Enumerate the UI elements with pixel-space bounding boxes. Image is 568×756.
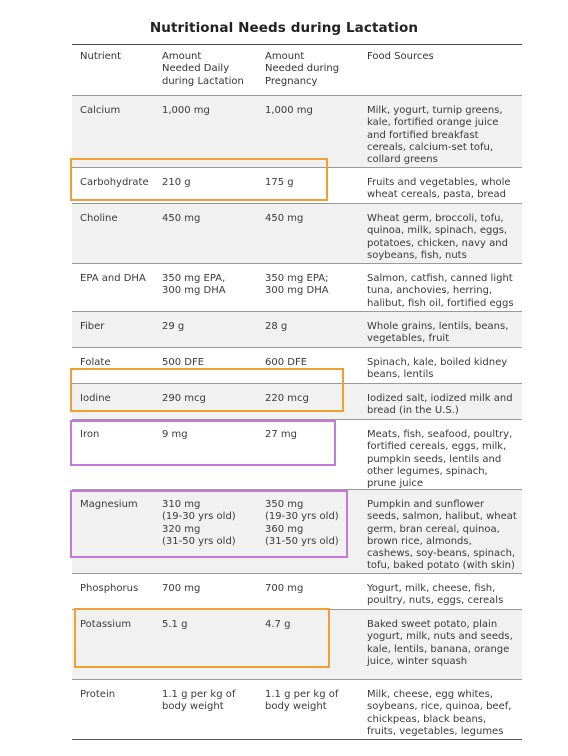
- lactation-amount: 500 DFE: [162, 357, 205, 368]
- header-pregnancy: Amount Needed during Pregnancy: [265, 51, 340, 87]
- table-row: [72, 573, 522, 609]
- nutrient-name: Calcium: [80, 105, 121, 116]
- table-row: [72, 95, 522, 167]
- pregnancy-amount: 600 DFE: [265, 357, 308, 368]
- lactation-amount: 700 mg: [162, 583, 201, 594]
- table-row: [72, 489, 522, 573]
- food-sources: Yogurt, milk, cheese, fish, poultry, nuts, eggs, cereals: [367, 583, 504, 607]
- pregnancy-amount: 28 g: [265, 321, 288, 332]
- pregnancy-amount: 1,000 mg: [265, 105, 313, 116]
- nutrient-name: Phosphorus: [80, 583, 139, 594]
- table-row: [72, 383, 522, 419]
- pregnancy-amount: 4.7 g: [265, 619, 291, 630]
- lactation-amount: 1.1 g per kg of body weight: [162, 689, 236, 713]
- header-sources: Food Sources: [367, 51, 434, 62]
- table-row: [72, 203, 522, 263]
- food-sources: Milk, cheese, egg whites, soybeans, rice, quinoa, beef, chickpeas, black beans, fruits, vegetables, legumes: [367, 689, 512, 737]
- pregnancy-amount: 350 mg (19-30 yrs old) 360 mg (31-50 yrs old): [265, 499, 339, 547]
- lactation-amount: 1,000 mg: [162, 105, 210, 116]
- table-row: [72, 609, 522, 679]
- food-sources: Baked sweet potato, plain yogurt, milk, nuts and seeds, kale, lentils, banana, orange juice, winter squash: [367, 619, 513, 667]
- food-sources: Fruits and vegetables, whole wheat cereals, pasta, bread: [367, 177, 511, 201]
- table-header: [72, 45, 522, 95]
- food-sources: Salmon, catfish, canned light tuna, anchovies, herring, halibut, fish oil, fortified eggs: [367, 273, 514, 309]
- table-row: [72, 167, 522, 203]
- nutrient-name: Iron: [80, 429, 100, 440]
- lactation-amount: 290 mcg: [162, 393, 206, 404]
- table-row: [72, 347, 522, 383]
- nutrient-name: Carbohydrate: [80, 177, 149, 188]
- food-sources: Pumpkin and sunflower seeds, salmon, halibut, wheat germ, bran cereal, quinoa, brown rice, almonds, cashews, soy-beans, spinach, tofu, baked potato (with skin): [367, 499, 517, 572]
- nutrient-name: EPA and DHA: [80, 273, 146, 284]
- lactation-amount: 5.1 g: [162, 619, 188, 630]
- lactation-amount: 350 mg EPA, 300 mg DHA: [162, 273, 226, 297]
- nutrient-name: Protein: [80, 689, 116, 700]
- pregnancy-amount: 350 mg EPA; 300 mg DHA: [265, 273, 329, 297]
- nutrient-name: Folate: [80, 357, 111, 368]
- food-sources: Whole grains, lentils, beans, vegetables, fruit: [367, 321, 509, 345]
- nutrient-name: Potassium: [80, 619, 132, 630]
- lactation-amount: 450 mg: [162, 213, 201, 224]
- pregnancy-amount: 700 mg: [265, 583, 304, 594]
- nutrient-name: Iodine: [80, 393, 111, 404]
- pregnancy-amount: 220 mcg: [265, 393, 309, 404]
- table-row: [72, 419, 522, 489]
- nutrient-name: Choline: [80, 213, 118, 224]
- table-title: Nutritional Needs during Lactation: [149, 20, 419, 36]
- lactation-amount: 9 mg: [162, 429, 188, 440]
- food-sources: Spinach, kale, boiled kidney beans, lentils: [367, 357, 508, 381]
- nutrient-name: Fiber: [80, 321, 105, 332]
- lactation-amount: 310 mg (19-30 yrs old) 320 mg (31-50 yrs old): [162, 499, 236, 547]
- food-sources: Meats, fish, seafood, poultry, fortified cereals, eggs, milk, pumpkin seeds, lentils and other legumes, spinach, prune juice: [367, 429, 513, 490]
- header-lactation: Amount Needed Daily during Lactation: [162, 51, 244, 87]
- lactation-amount: 29 g: [162, 321, 185, 332]
- food-sources: Milk, yogurt, turnip greens, kale, fortified orange juice and fortified breakfast cereals, calcium-set tofu, collard greens: [367, 105, 503, 166]
- pregnancy-amount: 175 g: [265, 177, 294, 188]
- pregnancy-amount: 450 mg: [265, 213, 304, 224]
- table-row: [72, 263, 522, 311]
- header-nutrient: Nutrient: [80, 51, 122, 62]
- table-row: [72, 311, 522, 347]
- table-row: [72, 679, 522, 739]
- nutrition-table: [72, 44, 522, 740]
- food-sources: Wheat germ, broccoli, tofu, quinoa, milk, spinach, eggs, potatoes, chicken, navy and soybeans, fish, nuts: [367, 213, 508, 261]
- nutrient-name: Magnesium: [80, 499, 138, 510]
- pregnancy-amount: 1.1 g per kg of body weight: [265, 689, 339, 713]
- lactation-amount: 210 g: [162, 177, 191, 188]
- pregnancy-amount: 27 mg: [265, 429, 297, 440]
- food-sources: Iodized salt, iodized milk and bread (in the U.S.): [367, 393, 513, 417]
